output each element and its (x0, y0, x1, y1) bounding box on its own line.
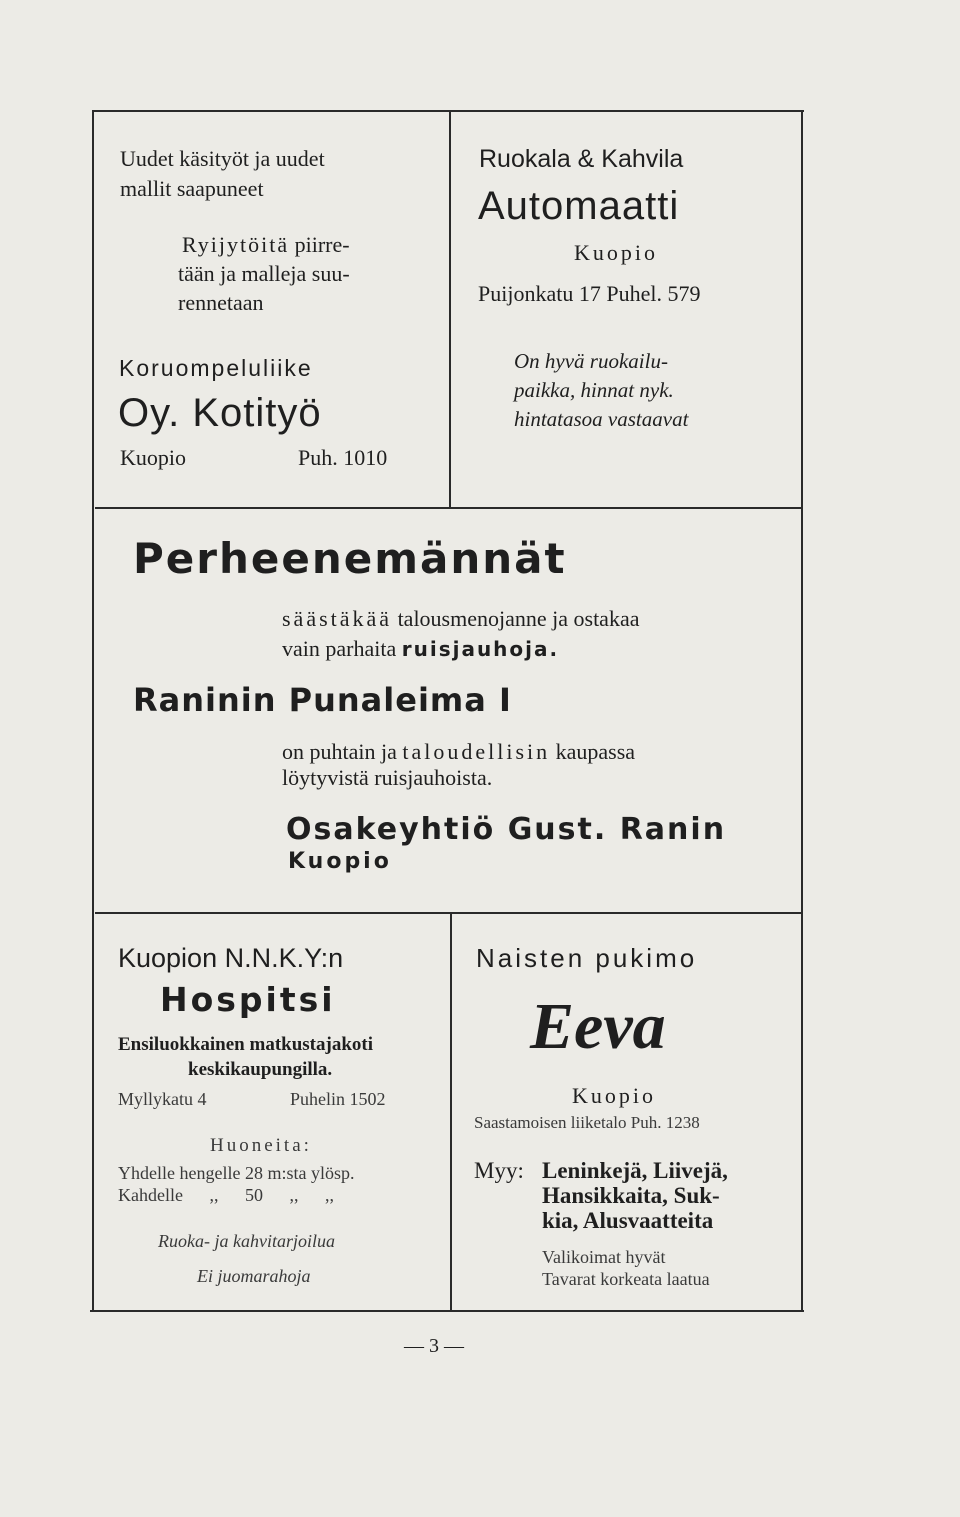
kotityo-headline-line1: Uudet käsityöt ja uudet (120, 146, 325, 171)
ranin-text2-line1-start: on puhtain ja (282, 739, 397, 764)
eeva-logo: Eeva (530, 990, 666, 1063)
kotityo-text-line2: tään ja malleja suu- (178, 261, 350, 286)
kotityo-spaced-word: Ryijytöitä (182, 232, 290, 257)
middle-top-rule (95, 507, 801, 509)
automaatti-name: Automaatti (478, 184, 680, 228)
frame-top-rule (92, 110, 804, 112)
ranin-text2-line1 (282, 741, 635, 763)
eeva-line1: Naisten pukimo (476, 943, 698, 973)
top-column-divider (449, 110, 451, 507)
automaatti-city: Kuopio (574, 240, 658, 265)
kotityo-text-line3: rennetaan (178, 290, 264, 315)
automaatti-address: Puijonkatu 17 Puhel. 579 (478, 281, 701, 306)
kotityo-text-line1 (182, 234, 350, 256)
hospitsi-room-single: Yhdelle hengelle 28 m:sta ylösp. (118, 1163, 355, 1183)
ranin-bold-word: ruisjauhoja. (401, 637, 560, 661)
ranin-text1-line2 (282, 638, 559, 660)
ranin-text2-spaced-word: taloudellisin (402, 739, 551, 764)
ranin-city: Kuopio (288, 849, 392, 874)
ranin-text1-line1-rest: talousmenojanne ja ostakaa (397, 606, 640, 631)
ranin-text1-line2-start: vain parhaita (282, 636, 397, 661)
eeva-address: Saastamoisen liiketalo Puh. 1238 (474, 1113, 700, 1132)
frame-left-rule (92, 110, 94, 1310)
bottom-column-divider (450, 912, 452, 1310)
eeva-quality-line2: Tavarat korkeata laatua (542, 1269, 710, 1289)
kotityo-headline-line2: mallit saapuneet (120, 176, 264, 201)
eeva-sells-line2: Hansikkaita, Suk- (542, 1183, 720, 1208)
automaatti-slogan-line3: hintatasoa vastaavat (514, 407, 689, 431)
ranin-text2-line1-end: kaupassa (555, 739, 636, 764)
hospitsi-owner: Kuopion N.N.K.Y:n (118, 943, 344, 973)
hospitsi-desc-line2: keskikaupungilla. (188, 1059, 333, 1080)
ranin-text1-line1 (282, 608, 639, 630)
hospitsi-desc-line1: Ensiluokkainen matkustajakoti (118, 1034, 373, 1055)
hospitsi-address: Myllykatu 4 (118, 1089, 207, 1109)
kotityo-shop-type: Koruompeluliike (119, 355, 313, 381)
hospitsi-food: Ruoka- ja kahvitarjoilua (158, 1231, 335, 1251)
kotityo-shop-name: Oy. Kotityö (118, 391, 322, 435)
ranin-company: Osakeyhtiö Gust. Ranin (286, 812, 727, 847)
ranin-text2-line2: löytyvistä ruisjauhoista. (282, 765, 493, 790)
hospitsi-no-tips: Ei juomarahoja (197, 1266, 311, 1286)
middle-bottom-rule (95, 912, 801, 914)
eeva-city: Kuopio (572, 1083, 656, 1108)
automaatti-slogan-line1: On hyvä ruokailu- (514, 349, 668, 373)
kotityo-phone: Puh. 1010 (298, 445, 388, 470)
eeva-quality-line1: Valikoimat hyvät (542, 1247, 666, 1267)
automaatti-line1: Ruokala & Kahvila (479, 145, 684, 173)
eeva-sells-line1: Leninkejä, Liivejä, (542, 1158, 728, 1183)
kotityo-text-line1-rest: piirre- (294, 232, 350, 257)
eeva-sells-label: Myy: (474, 1158, 524, 1183)
ranin-product: Raninin Punaleima I (133, 681, 512, 719)
automaatti-slogan-line2: paikka, hinnat nyk. (514, 378, 674, 402)
hospitsi-room-double: Kahdelle ,, 50 ,, ,, (118, 1185, 334, 1205)
frame-bottom-rule (90, 1310, 804, 1312)
kotityo-city: Kuopio (120, 445, 186, 470)
eeva-sells-line3: kia, Alusvaatteita (542, 1208, 714, 1233)
frame-right-rule (801, 110, 803, 1310)
hospitsi-name: Hospitsi (160, 980, 336, 1019)
page-number: — 3 — (404, 1335, 464, 1357)
ranin-spaced-word: säästäkää (282, 606, 393, 631)
ranin-headline: Perheenemännät (133, 534, 567, 583)
hospitsi-rooms-label: Huoneita: (210, 1135, 312, 1156)
hospitsi-phone: Puhelin 1502 (290, 1089, 386, 1109)
